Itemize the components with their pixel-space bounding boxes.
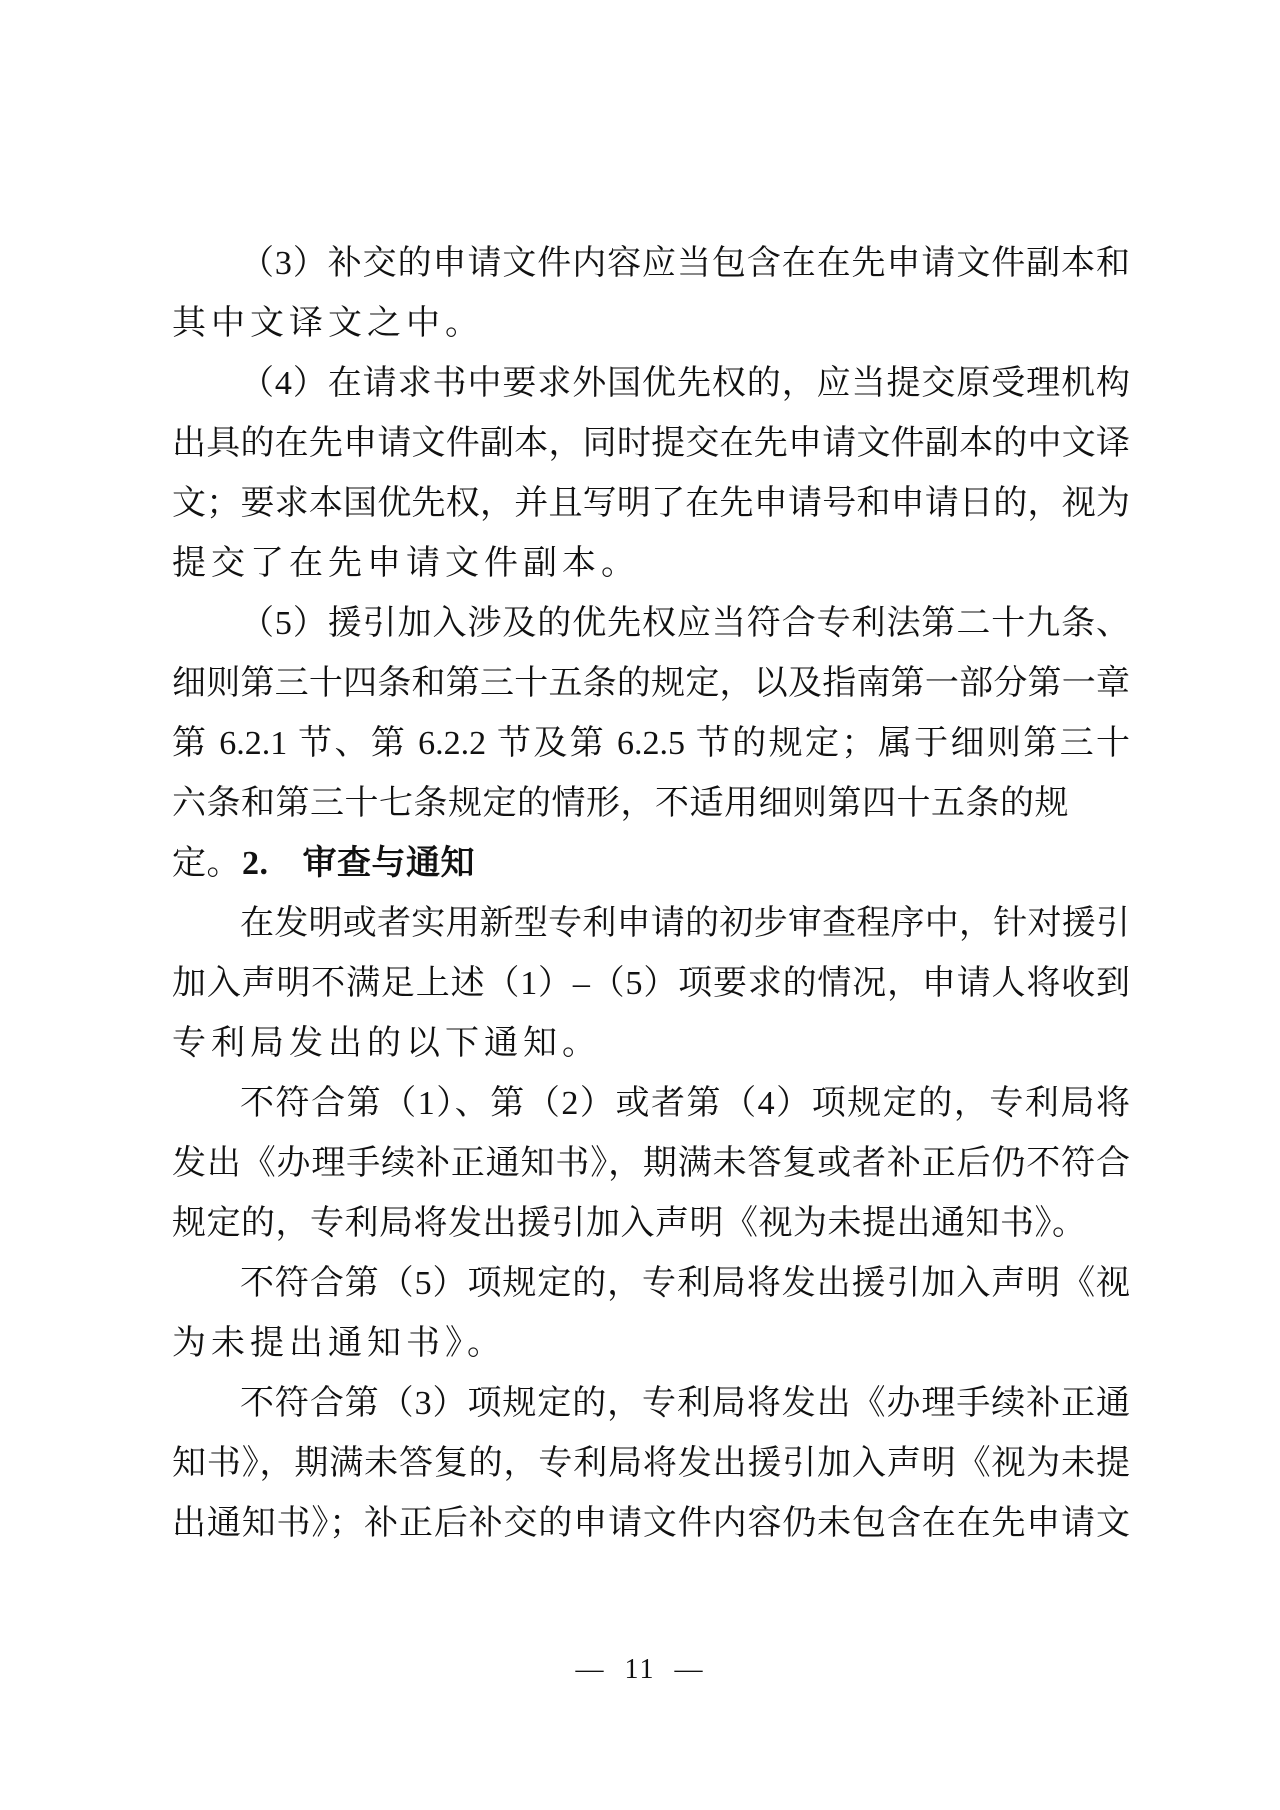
page-footer xyxy=(0,1650,1280,1690)
body-line: 在发明或者实用新型专利申请的初步审查程序中，针对援引 xyxy=(240,905,1130,942)
page-number: — 11 — xyxy=(575,1654,705,1685)
page-body xyxy=(172,234,1130,1554)
body-line: （5）援引加入涉及的优先权应当符合专利法第二十九条、 xyxy=(240,605,1130,642)
body-line: 出通知书》；补正后补交的申请文件内容仍未包含在在先申请文 xyxy=(172,1505,1130,1542)
body-line: 发出《办理手续补正通知书》，期满未答复或者补正后仍不符合 xyxy=(172,1145,1130,1182)
body-line: 六条和第三十七条规定的情形，不适用细则第四十五条的规定。 xyxy=(172,785,1069,882)
body-line: 其中文译文之中。 xyxy=(172,305,484,342)
body-line: 不符合第（1）、第（2）或者第（4）项规定的，专利局将 xyxy=(240,1085,1130,1122)
section-number: 2. xyxy=(242,845,269,882)
body-line: 出具的在先申请文件副本，同时提交在先申请文件副本的中文译 xyxy=(172,425,1130,462)
body-line: 知书》，期满未答复的，专利局将发出援引加入声明《视为未提 xyxy=(172,1445,1130,1482)
body-line: 规定的，专利局将发出援引加入声明《视为未提出通知书》。 xyxy=(172,1205,1087,1242)
section-heading xyxy=(172,834,1130,894)
body-line: 提交了在先申请文件副本。 xyxy=(172,545,640,582)
body-line: 不符合第（5）项规定的，专利局将发出援引加入声明《视 xyxy=(240,1265,1130,1302)
section-title: 审查与通知 xyxy=(302,845,475,882)
body-line: 不符合第（3）项规定的，专利局将发出《办理手续补正通 xyxy=(240,1385,1130,1422)
body-line: 专利局发出的以下通知。 xyxy=(172,1025,601,1062)
body-line: 第 6.2.1 节、第 6.2.2 节及第 6.2.5 节的规定；属于细则第三十 xyxy=(172,725,1130,762)
body-line: 细则第三十四条和第三十五条的规定，以及指南第一部分第一章 xyxy=(172,665,1130,702)
body-line: （3）补交的申请文件内容应当包含在在先申请文件副本和 xyxy=(240,245,1130,282)
body-line: 文；要求本国优先权，并且写明了在先申请号和申请日的，视为 xyxy=(172,485,1130,522)
body-line: 加入声明不满足上述（1）–（5）项要求的情况，申请人将收到 xyxy=(172,965,1130,1002)
body-line: 为未提出通知书》。 xyxy=(172,1325,506,1362)
body-line: （4）在请求书中要求外国优先权的，应当提交原受理机构 xyxy=(240,365,1130,402)
